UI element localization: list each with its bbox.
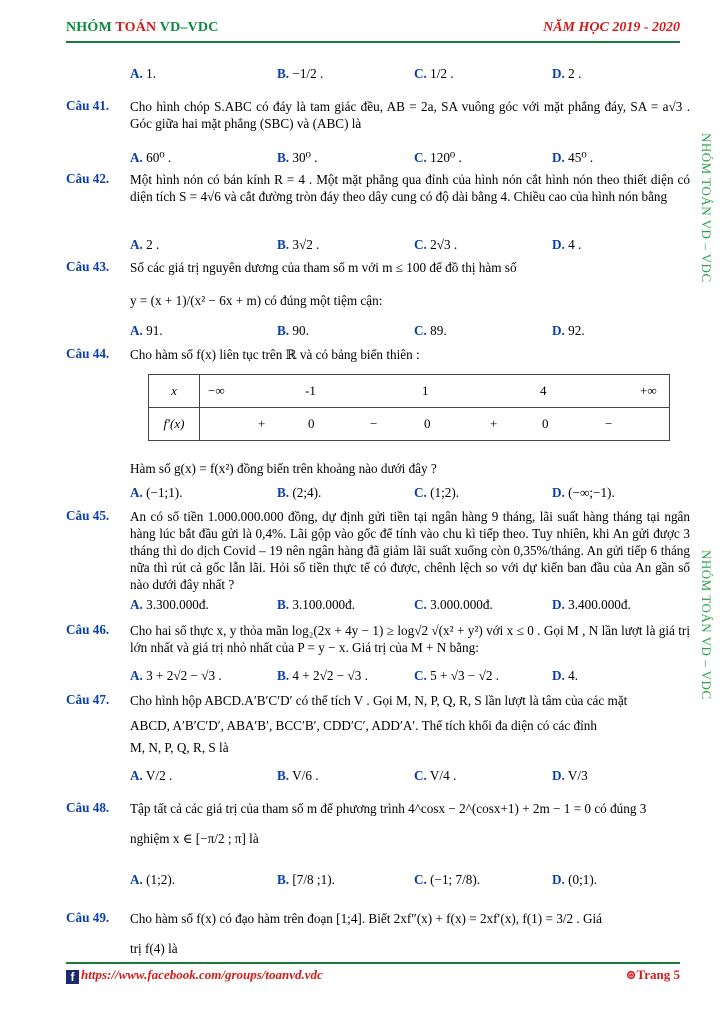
page-header — [66, 20, 680, 40]
side-watermark: NHÓM TOÁN VD – VDC — [699, 550, 714, 700]
option-b: 90. — [292, 323, 309, 338]
question-label: Câu 49. — [66, 910, 110, 925]
option-c: 2√3 . — [430, 237, 458, 252]
side-watermark: NHÓM TOÁN VD – VDC — [699, 133, 714, 283]
option-a: (1;2). — [146, 872, 176, 887]
option-d: (−∞;−1). — [568, 485, 615, 500]
option-b: 30⁰ . — [292, 150, 318, 165]
question-text: Tập tất cả các giá trị của tham số m để phương trình 4^cosx − 2^(cosx+1) + 2m − 1 = 0 có đúng 3 — [130, 801, 647, 816]
option-c: 1/2 . — [430, 66, 454, 81]
sign: − — [605, 416, 613, 431]
x-value: -1 — [305, 383, 316, 398]
answer-options: A. 2 . B. 3√2 . C. 2√3 . D. 4 . — [130, 237, 582, 252]
option-d: 4 . — [568, 237, 582, 252]
option-b: [7/8 ;1). — [292, 872, 335, 887]
sign: 0 — [424, 416, 431, 431]
option-d: 2 . — [568, 66, 582, 81]
question-text: trị f(4) là — [130, 941, 178, 956]
answer-options: A. 60⁰ . B. 30⁰ . C. 120⁰ . D. 45⁰ . — [130, 150, 594, 165]
option-b: 3.100.000đ. — [292, 597, 356, 612]
question-label: Câu 41. — [66, 98, 110, 113]
option-a: 1. — [146, 66, 157, 81]
question-label: Câu 45. — [66, 508, 110, 523]
option-a: 2 . — [146, 237, 160, 252]
option-a: (−1;1). — [146, 485, 183, 500]
footer-url: https://www.facebook.com/groups/toanvd.vdc — [81, 967, 323, 982]
derivative-label: f′(x) — [149, 408, 200, 441]
option-b: 3√2 . — [292, 237, 320, 252]
question-text: An có số tiền 1.000.000.000 đồng, dự định gửi tiền tại ngân hàng 9 tháng, lãi suất hàng tháng tại ngân hàng lúc bắt đầu gửi là 0,4%. Lãi gộp vào gốc để tính vào chu kì tiếp theo. Tuy nhiên, khi An gửi được 3 tháng thì do dịch Covid – 19 nên ngân hàng đã giảm lãi suất xuống còn 0,35%/tháng. An gửi tiếp 6 tháng nữa thì rút cả gốc lẫn lãi. Hỏi số tiền thực tế có được, chênh lệch so với dự kiến ban đầu của An gần số nào dưới đây nhất ? — [130, 509, 690, 592]
question-text: Hàm số g(x) = f(x²) đồng biến trên khoảng nào dưới đây ? — [130, 461, 437, 476]
variation-table — [148, 374, 670, 441]
option-b: (2;4). — [292, 485, 322, 500]
question-text: nghiệm x ∈ [−π/2 ; π] là — [130, 831, 259, 846]
question-text: Một hình nón có bán kính R = 4 . Một mặt phẳng qua đỉnh của hình nón cắt hình nón theo thiết diện có diện tích S = 4√6 và cắt đường tròn đáy theo dây cung có độ dài bằng 4. Chiều cao của hình nón bằng — [130, 172, 690, 204]
option-c: 3.000.000đ. — [430, 597, 493, 612]
footer-link[interactable] — [66, 967, 323, 984]
sign: 0 — [308, 416, 315, 431]
option-a: 3.300.000đ. — [146, 597, 209, 612]
question-text: Cho hình chóp S.ABC có đáy là tam giác đều, AB = 2a, SA vuông góc với mặt phẳng đáy, SA = a√3 . Góc giữa hai mặt phẳng (SBC) và (ABC) là — [130, 99, 690, 131]
option-a: 91. — [146, 323, 163, 338]
page-number: ⊛Trang 5 — [625, 967, 680, 982]
answer-options: A. (−1;1). B. (2;4). C. (1;2). D. (−∞;−1). — [130, 485, 615, 500]
option-d: 45⁰ . — [568, 150, 594, 165]
question-text: M, N, P, Q, R, S là — [130, 740, 229, 755]
option-d: V/3 — [567, 768, 588, 783]
option-a: V/2 . — [145, 768, 173, 783]
option-d: 4. — [568, 668, 579, 683]
question-label: Câu 43. — [66, 259, 110, 274]
question-text: Cho hình hộp ABCD.A′B′C′D′ có thể tích V . Gọi M, N, P, Q, R, S lần lượt là tâm của các mặt — [130, 693, 628, 708]
question-label: Câu 44. — [66, 346, 110, 361]
option-b: V/6 . — [292, 768, 319, 783]
option-a: 3 + 2√2 − √3 . — [146, 668, 222, 683]
question-label: Câu 48. — [66, 800, 110, 815]
option-c: (−1; 7/8). — [430, 872, 481, 887]
footer-divider — [66, 962, 680, 964]
question-label: Câu 47. — [66, 692, 110, 707]
option-c: 120⁰ . — [430, 150, 462, 165]
question-text: Cho hai số thực x, y thỏa mãn log₂(2x + 4y − 1) ≥ log√2 √(x² + y²) với x ≤ 0 . Gọi M , N lần lượt là giá trị lớn nhất và giá trị nhỏ nhất của P = y − x. Giá trị của M + N bằng: — [130, 623, 690, 655]
sign: 0 — [542, 416, 549, 431]
option-c: 5 + √3 − √2 . — [430, 668, 500, 683]
option-d: (0;1). — [568, 872, 598, 887]
x-value: 4 — [540, 383, 547, 398]
answer-options: A. V/2 . B. V/6 . C. V/4 . D. V/3 — [130, 768, 588, 783]
x-value: −∞ — [208, 383, 225, 398]
option-c: V/4 . — [429, 768, 457, 783]
option-c: 89. — [430, 323, 447, 338]
option-a: 60⁰ . — [146, 150, 172, 165]
answer-options: A. (1;2). B. [7/8 ;1). C. (−1; 7/8). D. (0;1). — [130, 872, 598, 887]
option-b: −1/2 . — [292, 66, 324, 81]
question-text: ABCD, A′B′C′D′, ABA′B′, BCC′B′, CDD′C′, ADD′A′. Thể tích khối đa diện có các đỉnh — [130, 718, 597, 733]
sign: − — [370, 416, 378, 431]
x-value: +∞ — [640, 383, 657, 398]
group-name: NHÓM TOÁN VD–VDC — [66, 20, 219, 35]
x-label: x — [149, 375, 200, 408]
option-d: 3.400.000đ. — [568, 597, 631, 612]
question-text: y = (x + 1)/(x² − 6x + m) có đúng một tiệm cận: — [130, 293, 383, 308]
option-d: 92. — [568, 323, 585, 338]
sign: + — [258, 416, 266, 431]
school-year: NĂM HỌC 2019 - 2020 — [543, 20, 680, 35]
question-label: Câu 46. — [66, 622, 110, 637]
question-text: Cho hàm số f(x) có đạo hàm trên đoạn [1;4]. Biết 2xf″(x) + f(x) = 2xf′(x), f(1) = 3/2 . Giá — [130, 911, 602, 926]
question-label: Câu 42. — [66, 171, 110, 186]
header-divider — [66, 41, 680, 43]
sign: + — [490, 416, 498, 431]
answer-options: A. 1. B. −1/2 . C. 1/2 . D. 2 . — [130, 66, 582, 81]
answer-options: A. 91. B. 90. C. 89. D. 92. — [130, 323, 585, 338]
question-text: Cho hàm số f(x) liên tục trên ℝ và có bảng biến thiên : — [130, 347, 420, 362]
answer-options: A. 3 + 2√2 − √3 . B. 4 + 2√2 − √3 . C. 5 + √3 − √2 . D. 4. — [130, 668, 579, 683]
answer-options: A. 3.300.000đ. B. 3.100.000đ. C. 3.000.000đ. D. 3.400.000đ. — [130, 597, 631, 612]
question-text: Số các giá trị nguyên dương của tham số m với m ≤ 100 để đồ thị hàm số — [130, 260, 517, 275]
facebook-icon: f — [66, 970, 79, 984]
option-b: 4 + 2√2 − √3 . — [292, 668, 368, 683]
option-c: (1;2). — [430, 485, 460, 500]
x-value: 1 — [422, 383, 429, 398]
